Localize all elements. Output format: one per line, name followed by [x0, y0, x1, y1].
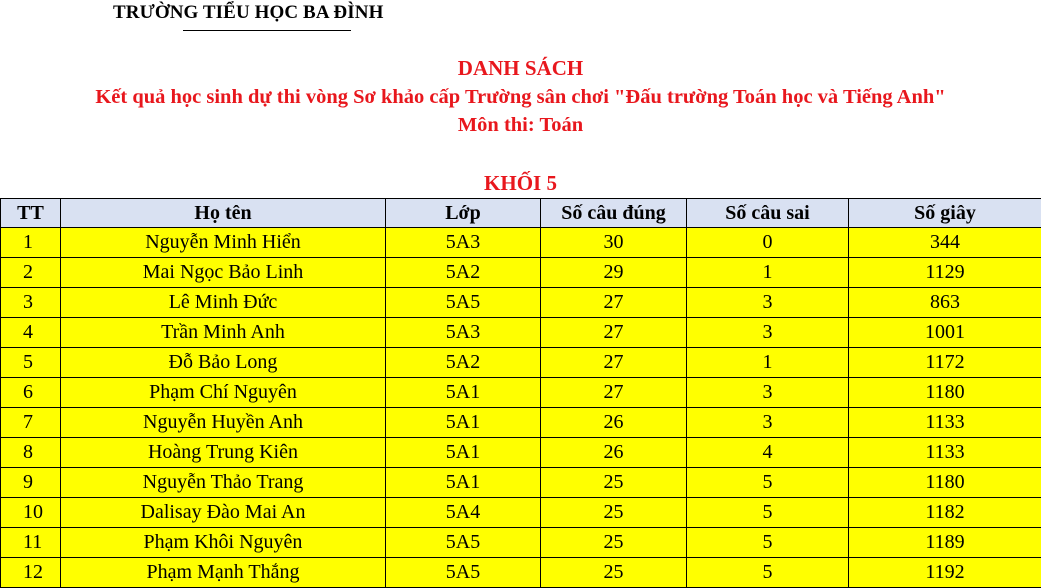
- cell-tt: 8: [1, 438, 61, 468]
- cell-wrong: 3: [687, 408, 849, 438]
- cell-name: Phạm Khôi Nguyên: [61, 528, 386, 558]
- cell-seconds: 1189: [849, 528, 1041, 558]
- cell-seconds: 863: [849, 288, 1041, 318]
- table-header-row: [1, 199, 1041, 228]
- cell-seconds: 1180: [849, 468, 1041, 498]
- cell-correct: 25: [541, 498, 687, 528]
- cell-correct: 27: [541, 378, 687, 408]
- column-header-correct: Số câu đúng: [541, 199, 687, 228]
- cell-name: Phạm Chí Nguyên: [61, 378, 386, 408]
- cell-seconds: 1129: [849, 258, 1041, 288]
- cell-name: Hoàng Trung Kiên: [61, 438, 386, 468]
- cell-name: Dalisay Đào Mai An: [61, 498, 386, 528]
- cell-tt: 11: [1, 528, 61, 558]
- column-header-tt: TT: [1, 199, 61, 228]
- cell-class: 5A1: [386, 378, 541, 408]
- cell-class: 5A5: [386, 528, 541, 558]
- table-row: [1, 528, 1041, 558]
- table-row: [1, 378, 1041, 408]
- cell-tt: 6: [1, 378, 61, 408]
- table-row: [1, 228, 1041, 258]
- cell-name: Nguyễn Minh Hiển: [61, 228, 386, 258]
- school-name-underline: [183, 30, 351, 31]
- cell-seconds: 1182: [849, 498, 1041, 528]
- cell-correct: 26: [541, 438, 687, 468]
- cell-correct: 26: [541, 408, 687, 438]
- table-row: [1, 288, 1041, 318]
- column-header-wrong: Số câu sai: [687, 199, 849, 228]
- cell-name: Phạm Mạnh Thắng: [61, 558, 386, 588]
- cell-tt: 5: [1, 348, 61, 378]
- cell-wrong: 4: [687, 438, 849, 468]
- table-row: [1, 558, 1041, 588]
- cell-tt: 3: [1, 288, 61, 318]
- cell-seconds: 1180: [849, 378, 1041, 408]
- cell-correct: 27: [541, 348, 687, 378]
- cell-name: Nguyễn Thảo Trang: [61, 468, 386, 498]
- cell-seconds: 1133: [849, 438, 1041, 468]
- cell-name: Lê Minh Đức: [61, 288, 386, 318]
- cell-wrong: 3: [687, 318, 849, 348]
- table-row: [1, 318, 1041, 348]
- cell-class: 5A2: [386, 348, 541, 378]
- cell-class: 5A1: [386, 438, 541, 468]
- cell-name: Nguyễn Huyền Anh: [61, 408, 386, 438]
- cell-seconds: 1001: [849, 318, 1041, 348]
- document-title: DANH SÁCH: [0, 56, 1041, 81]
- cell-class: 5A1: [386, 408, 541, 438]
- cell-wrong: 0: [687, 228, 849, 258]
- table-row: [1, 348, 1041, 378]
- table-row: [1, 498, 1041, 528]
- school-name: TRƯỜNG TIỂU HỌC BA ĐÌNH: [113, 2, 383, 24]
- table-row: [1, 468, 1041, 498]
- column-header-class: Lớp: [386, 199, 541, 228]
- results-body: [1, 228, 1041, 588]
- cell-correct: 25: [541, 558, 687, 588]
- cell-correct: 30: [541, 228, 687, 258]
- table-row: [1, 408, 1041, 438]
- cell-class: 5A5: [386, 558, 541, 588]
- cell-class: 5A3: [386, 228, 541, 258]
- document-subtitle: Kết quả học sinh dự thi vòng Sơ khảo cấp Trường sân chơi "Đấu trường Toán học và Tiếng Anh": [0, 86, 1041, 109]
- cell-tt: 12: [1, 558, 61, 588]
- cell-wrong: 3: [687, 288, 849, 318]
- cell-wrong: 3: [687, 378, 849, 408]
- cell-seconds: 344: [849, 228, 1041, 258]
- cell-correct: 27: [541, 318, 687, 348]
- grade-heading: KHỐI 5: [0, 171, 1041, 196]
- table-row: [1, 258, 1041, 288]
- table-row: [1, 438, 1041, 468]
- cell-name: Mai Ngọc Bảo Linh: [61, 258, 386, 288]
- cell-tt: 1: [1, 228, 61, 258]
- cell-correct: 25: [541, 528, 687, 558]
- cell-class: 5A2: [386, 258, 541, 288]
- cell-tt: 9: [1, 468, 61, 498]
- results-table: [0, 198, 1041, 588]
- cell-class: 5A3: [386, 318, 541, 348]
- cell-wrong: 5: [687, 558, 849, 588]
- cell-correct: 27: [541, 288, 687, 318]
- exam-subject: Môn thi: Toán: [0, 114, 1041, 137]
- cell-class: 5A4: [386, 498, 541, 528]
- column-header-name: Họ tên: [61, 199, 386, 228]
- cell-correct: 25: [541, 468, 687, 498]
- cell-name: Trần Minh Anh: [61, 318, 386, 348]
- cell-class: 5A5: [386, 288, 541, 318]
- cell-correct: 29: [541, 258, 687, 288]
- cell-seconds: 1192: [849, 558, 1041, 588]
- cell-seconds: 1133: [849, 408, 1041, 438]
- column-header-seconds: Số giây: [849, 199, 1041, 228]
- cell-wrong: 5: [687, 528, 849, 558]
- cell-seconds: 1172: [849, 348, 1041, 378]
- cell-wrong: 1: [687, 348, 849, 378]
- cell-name: Đỗ Bảo Long: [61, 348, 386, 378]
- cell-tt: 7: [1, 408, 61, 438]
- cell-wrong: 1: [687, 258, 849, 288]
- cell-tt: 2: [1, 258, 61, 288]
- cell-wrong: 5: [687, 468, 849, 498]
- cell-tt: 4: [1, 318, 61, 348]
- cell-tt: 10: [1, 498, 61, 528]
- cell-wrong: 5: [687, 498, 849, 528]
- cell-class: 5A1: [386, 468, 541, 498]
